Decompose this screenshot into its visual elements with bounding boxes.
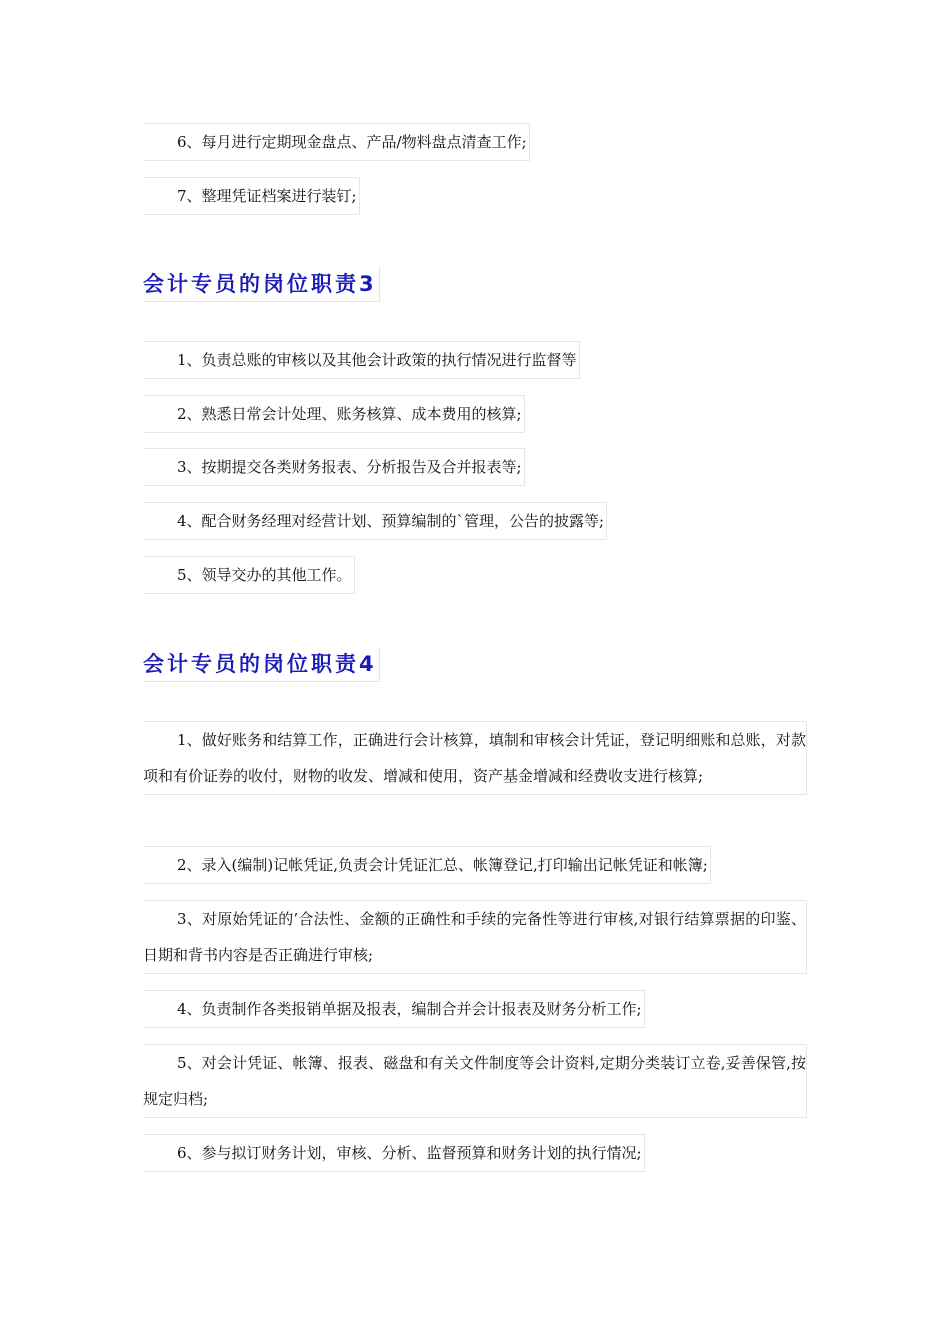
duty-item: 2、录入(编制)记帐凭证,负责会计凭证汇总、帐簿登记,打印输出记帐凭证和帐簿; [143, 846, 711, 884]
duty-item: 1、负责总账的审核以及其他会计政策的执行情况进行监督等 [143, 341, 580, 379]
duty-item: 6、每月进行定期现金盘点、产品/物料盘点清查工作; [143, 123, 530, 161]
duty-item: 3、对原始凭证的’合法性、金额的正确性和手续的完备性等进行审核,对银行结算票据的印鉴、日期和背书内容是否正确进行审核; [143, 900, 807, 974]
duty-item: 7、整理凭证档案进行装钉; [143, 177, 360, 215]
section-heading: 会计专员的岗位职责3 [143, 267, 380, 302]
duty-item: 5、对会计凭证、帐簿、报表、磁盘和有关文件制度等会计资料,定期分类装订立卷,妥善保管,按规定归档; [143, 1044, 807, 1118]
duty-item: 6、参与拟订财务计划，审核、分析、监督预算和财务计划的执行情况; [143, 1134, 645, 1172]
duty-item: 4、配合财务经理对经营计划、预算编制的`管理，公告的披露等; [143, 502, 607, 540]
duty-item: 1、做好账务和结算工作，正确进行会计核算，填制和审核会计凭证，登记明细账和总账，对款项和有价证券的收付，财物的收发、增减和使用，资产基金增减和经费收支进行核算; [143, 721, 807, 795]
duty-item: 4、负责制作各类报销单据及报表，编制合并会计报表及财务分析工作; [143, 990, 645, 1028]
duty-item: 5、领导交办的其他工作。 [143, 556, 355, 594]
section-heading: 会计专员的岗位职责4 [143, 647, 380, 682]
duty-item: 3、按期提交各类财务报表、分析报告及合并报表等; [143, 448, 525, 486]
duty-item: 2、熟悉日常会计处理、账务核算、成本费用的核算; [143, 395, 525, 433]
